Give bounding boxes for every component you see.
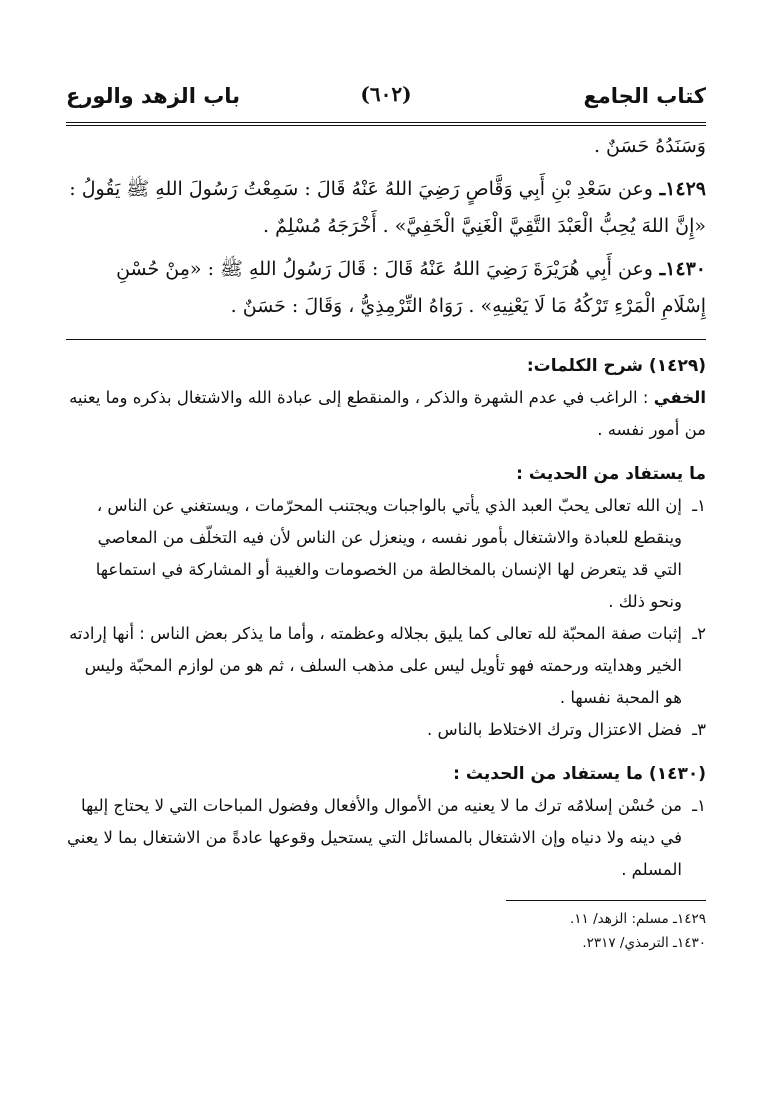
footnotes <box>66 907 706 955</box>
commentary-section <box>66 350 706 886</box>
benefit-number: ١ـ <box>692 796 706 815</box>
footnote-divider <box>506 900 706 901</box>
benefit-item <box>66 714 706 746</box>
benefit-item <box>66 618 706 714</box>
words-heading: (١٤٢٩) شرح الكلمات: <box>526 356 706 376</box>
benefit-number: ١ـ <box>692 496 706 515</box>
hadith-text: وعن سَعْدِ بْنِ أَبِي وَقَّاصٍ رَضِيَ اللهُ عَنْهُ قَالَ : سَمِعْتُ رَسُولَ اللهِ ﷺ يَقُولُ : «إِنَّ اللهَ يُحِبُّ الْعَبْدَ التَّقِيَّ الْغَنِيَّ الْخَفِيَّ» . أَخْرَجَهُ مُسْلِمٌ . <box>69 178 706 237</box>
benefit-number: ٣ـ <box>692 720 706 739</box>
hadith-1430 <box>66 251 706 325</box>
word-term: الخفي <box>653 388 706 407</box>
benefit-text: من حُسْن إسلامُه ترك ما لا يعنيه من الأموال والأفعال وفضول المباحات التي لا يحتاج إليها في دينه ولا دنياه وإن الاشتغال بالمسائل التي يستحيل وقوعها عادةً من الاشتغال بما لا يعني المسلم . <box>66 796 682 879</box>
section-divider <box>66 339 706 340</box>
footnote-1429: ١٤٢٩ـ مسلم: الزهد/ ١١. <box>570 911 706 927</box>
word-explanation <box>66 382 706 446</box>
page-number: (٦٠٢) <box>360 82 412 106</box>
hadith-text: وعن أَبِي هُرَيْرَةَ رَضِيَ اللهُ عَنْهُ قَالَ : قَالَ رَسُولُ اللهِ ﷺ : «مِنْ حُسْنِ إِسْلَامِ الْمَرْءِ تَرْكُهُ مَا لَا يَعْنِيهِ» . رَوَاهُ التِّرْمِذِيُّ ، وَقَالَ : حَسَنٌ . <box>116 258 706 317</box>
hadith-continuation: وَسَنَدُهُ حَسَنٌ . <box>593 135 706 157</box>
benefit-text: إن الله تعالى يحبّ العبد الذي يأتي بالواجبات ويجتنب المحرّمات ، ويستغني عن الناس ، وينقطع للعبادة والاشتغال بأمور نفسه ، وينعزل عن الناس لأن فيه التخلّف من المعاصي التي قد يتعرض لها الإنسان بالمخالطة من الخصومات والغيبة أو المشاركة في استماعها ونحو ذلك . <box>95 496 682 611</box>
hadith-number: ١٤٢٩ـ <box>659 178 706 200</box>
benefit-item <box>66 790 706 886</box>
hadith-section <box>66 128 706 325</box>
benefit-number: ٢ـ <box>692 624 706 643</box>
footnote-1430: ١٤٣٠ـ الترمذي/ ٢٣١٧. <box>582 935 706 951</box>
word-definition: : الراغب في عدم الشهرة والذكر ، والمنقطع إلى عبادة الله والاشتغال بذكره وما يعنيه من أمور نفسه . <box>69 388 706 439</box>
benefits-heading-1429: ما يستفاد من الحديث : <box>516 464 706 484</box>
benefit-item <box>66 490 706 618</box>
hadith-1429 <box>66 171 706 245</box>
book-page <box>66 82 706 955</box>
book-title: كتاب الجامع <box>583 84 706 108</box>
hadith-number: ١٤٣٠ـ <box>659 258 706 280</box>
page-header <box>66 82 706 122</box>
chapter-title: باب الزهد والورع <box>66 84 241 108</box>
header-rule <box>66 122 706 126</box>
benefit-text: فضل الاعتزال وترك الاختلاط بالناس . <box>427 720 682 739</box>
benefit-text: إثبات صفة المحبّة لله تعالى كما يليق بجلاله وعظمته ، وأما ما يذكر بعض الناس : أنها إرادته الخير وهدايته ورحمته فهو تأويل ليس على مذهب السلف ، ثم هو من لوازم المحبّة وليس هو المحبة نفسها . <box>69 624 682 707</box>
benefits-heading-1430: (١٤٣٠) ما يستفاد من الحديث : <box>453 764 706 784</box>
